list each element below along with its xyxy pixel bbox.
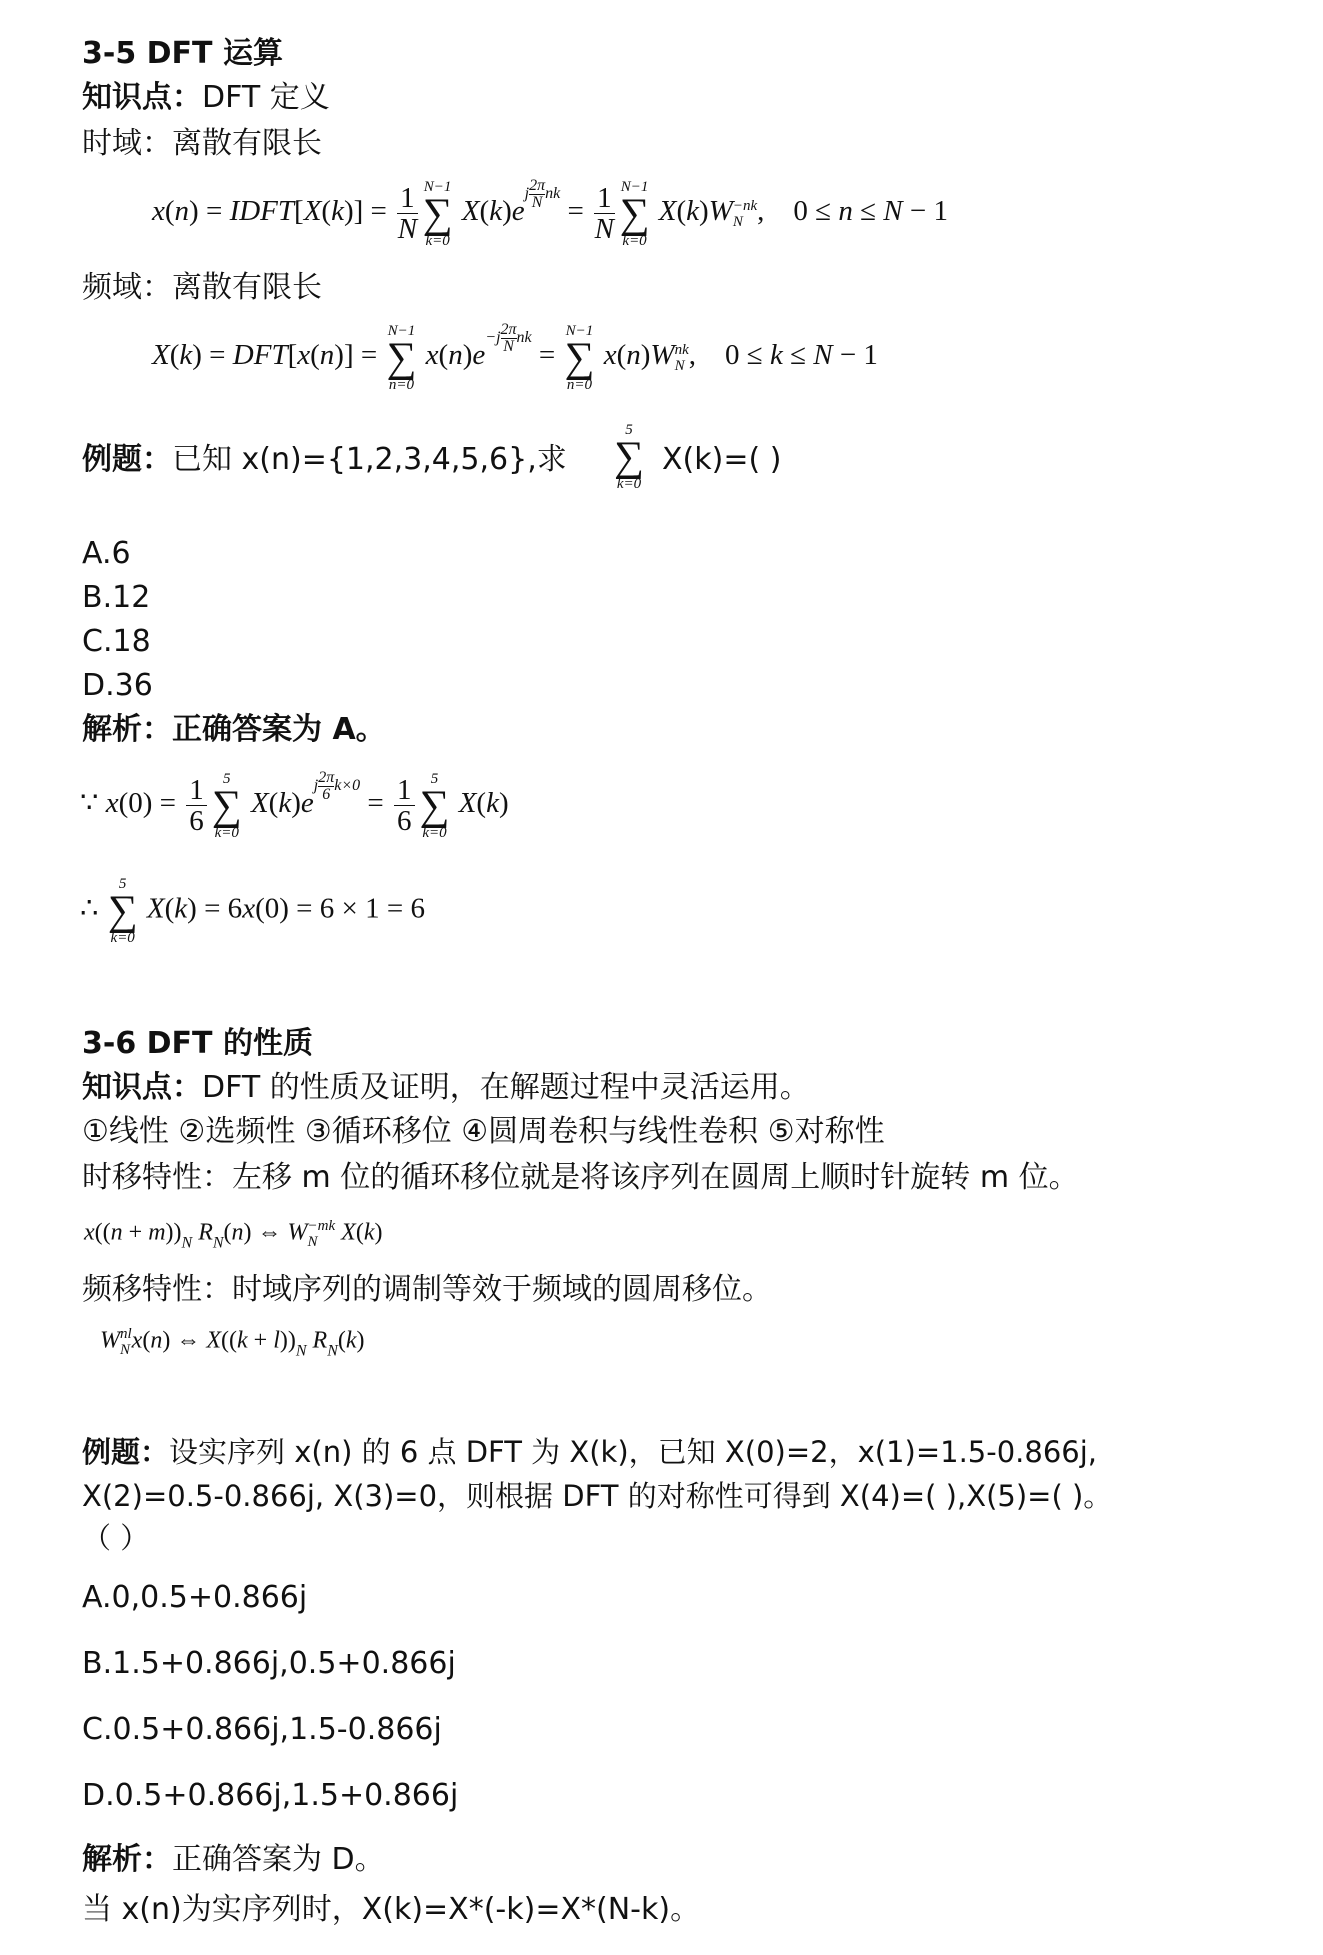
example-3-6-line1 — [82, 1432, 1097, 1472]
option-c: C.0.5+0.866j,1.5-0.866j — [82, 1712, 442, 1747]
analysis-text: 正确答案为 D。 — [172, 1842, 385, 1877]
option-c: C.18 — [82, 624, 151, 659]
option-d: D.36 — [82, 668, 153, 703]
dft-formula: X(k) = DFT[x(n)] = N−1 ∑ n=0 x(n)e−j $\frac{2\pi}{N}$ nk = N−1 ∑ n=0 x(n)W nk N , 0 ≤ k ≤ N − 1 — [152, 321, 878, 393]
kp-text: DFT 定义 — [202, 80, 330, 115]
time-domain-label: 时域：离散有限长 — [82, 126, 322, 161]
analysis-text: 正确答案为 A。 — [172, 712, 386, 747]
example-label: 例题： — [82, 1435, 170, 1469]
analysis-label: 解析： — [82, 1842, 172, 1877]
example-tail: X(k)=( ) — [662, 442, 782, 477]
option-a: A.6 — [82, 536, 131, 571]
example-3-6-line2: X(2)=0.5-0.866j, X(3)=0，则根据 DFT 的对称性可得到 X(4)=( ),X(5)=( )。 — [82, 1479, 1113, 1513]
kp-label: 知识点： — [82, 80, 202, 115]
option-d: D.0.5+0.866j,1.5+0.866j — [82, 1778, 459, 1813]
example-text-1: 设实序列 x(n) 的 6 点 DFT 为 X(k)，已知 X(0)=2，x(1)=1.5-0.866j, — [169, 1435, 1098, 1469]
time-shift-formula: $x((n + m))_N$ $R_N(n)$ ⇔ W −mk N X(k) — [84, 1218, 383, 1252]
example-3-6-line3: （ ） — [82, 1521, 150, 1555]
option-a: A.0,0.5+0.866j — [82, 1580, 308, 1615]
kp-label: 知识点： — [82, 1070, 202, 1105]
analysis-3-5 — [82, 710, 386, 750]
example-sum: 5 ∑ k=0 — [614, 422, 644, 492]
therefore-formula: ∴ 5 ∑ k=0 X(k) = 6x(0) = 6 × 1 = 6 — [80, 876, 425, 946]
example-text: 已知 x(n)={1,2,3,4,5,6},求 — [172, 442, 567, 477]
example-label: 例题： — [82, 442, 172, 477]
freq-domain-label: 频域：离散有限长 — [82, 270, 322, 305]
analysis-3-6 — [82, 1840, 385, 1880]
time-shift-property: 时移特性：左移 m 位的循环移位就是将该序列在圆周上顺时针旋转 m 位。 — [82, 1160, 1079, 1195]
option-b: B.1.5+0.866j,0.5+0.866j — [82, 1646, 456, 1681]
section-heading-3-6: 3-6 DFT 的性质 — [82, 1026, 313, 1061]
dft-properties-list: ①线性 ②选频性 ③循环移位 ④圆周卷积与线性卷积 ⑤对称性 — [82, 1114, 885, 1149]
freq-shift-property: 频移特性：时域序列的调制等效于频域的圆周移位。 — [82, 1272, 772, 1307]
freq-shift-formula: W nl N x(n) ⇔ $X((k + l))_N$ $R_N(k)$ — [100, 1326, 365, 1360]
idft-formula: x(n) = IDFT[X(k)] = $\frac{1}{N}$ N−1 ∑ k=0 X(k)ej $\frac{2\pi}{N}$ nk = $\frac{1}{N}$ N−1 ∑ k=0 X(k)W −nk N , 0 ≤ n ≤ N − 1 — [152, 177, 948, 249]
kp-text: DFT 的性质及证明，在解题过程中灵活运用。 — [202, 1070, 810, 1105]
example-3-5 — [82, 440, 567, 480]
option-b: B.12 — [82, 580, 151, 615]
section-heading-3-5: 3-5 DFT 运算 — [82, 36, 283, 71]
knowledge-point-3-6 — [82, 1068, 810, 1108]
because-formula: ∵ x(0) = $\frac{1}{6}$ 5 ∑ k=0 X(k)ej $\frac{2\pi}{6}$ k×0 = $\frac{1}{6}$ 5 ∑ k=0 X(k) — [80, 769, 509, 841]
analysis-label: 解析： — [82, 712, 172, 747]
conclusion-text: 当 x(n)为实序列时，X(k)=X*(-k)=X*(N-k)。 — [82, 1892, 701, 1927]
knowledge-point-3-5 — [82, 78, 330, 118]
